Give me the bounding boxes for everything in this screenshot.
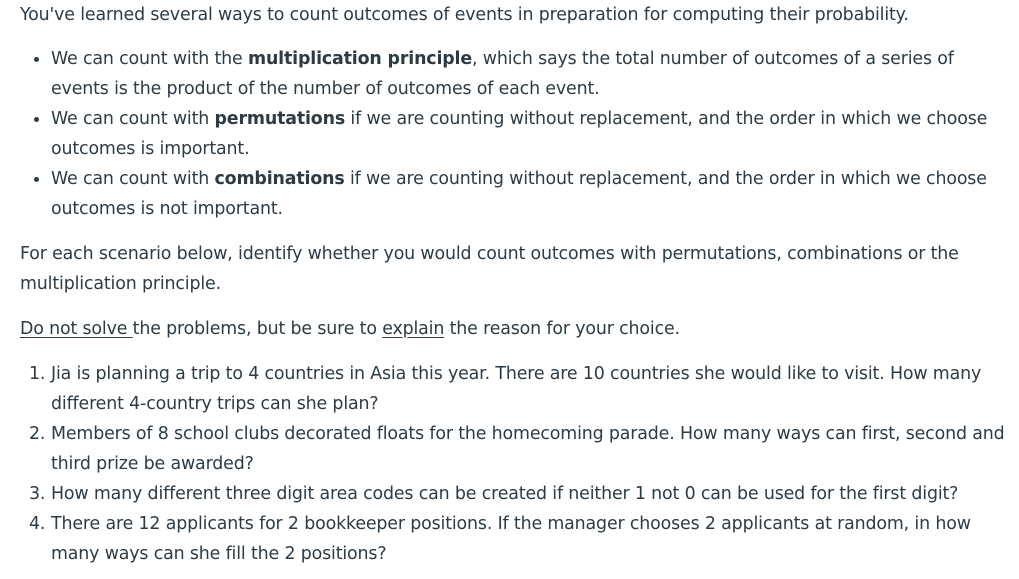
problem-item-3 — [29, 479, 1013, 509]
scenario-paragraph: For each scenario below, identify whether you would count outcomes with permutations, combinations or the multiplication principle. — [20, 244, 959, 294]
term-multiplication-principle: multiplication principle — [247, 49, 473, 69]
problem-text: There are 12 applicants for 2 bookkeeper positions. If the manager chooses 2 applicants at random, in how many ways can she fill the 2 positions? — [51, 514, 971, 564]
bullet-text-pre: We can count with the — [51, 49, 248, 69]
bullet-text-post: , which says the total number of outcomes of a series of events is the product of the number of outcomes of each event. — [51, 49, 954, 99]
do-not-solve-underlined: Do not solve — [20, 319, 133, 339]
bullet-text-pre: We can count with — [51, 169, 215, 189]
list-item-permutations — [51, 104, 1013, 164]
problem-text: Jia is planning a trip to 4 countries in Asia this year. There are 10 countries she would like to visit. How many different 4-country trips can she plan? — [51, 364, 982, 414]
list-item-multiplication-principle — [51, 44, 1013, 104]
bullet-text-pre: We can count with — [51, 109, 215, 129]
instruction-paragraph — [20, 314, 1013, 344]
problem-number: 3. — [29, 484, 46, 504]
problem-text: Members of 8 school clubs decorated floats for the homecoming parade. How many ways can first, second and third prize be awarded? — [51, 424, 1005, 474]
instruction-text-1: the problems, but be sure to — [132, 319, 383, 339]
problem-number: 2. — [29, 424, 46, 444]
problem-item-4 — [29, 509, 1013, 569]
problem-number: 1. — [29, 364, 46, 384]
problem-item-1 — [29, 359, 1013, 419]
explain-underlined: explain — [382, 319, 445, 339]
bullet-text-post: if we are counting without replacement, and the order in which we choose outcomes is important. — [51, 109, 988, 159]
problems-list — [20, 359, 1013, 569]
problem-number: 4. — [29, 514, 46, 534]
term-permutations: permutations — [214, 109, 346, 129]
problem-item-2 — [29, 419, 1013, 479]
intro-paragraph: You've learned several ways to count outcomes of events in preparation for computing their probability. — [20, 5, 909, 25]
bullet-text-post: if we are counting without replacement, and the order in which we choose outcomes is not important. — [51, 169, 987, 219]
list-item-combinations — [51, 164, 1013, 224]
instruction-text-2: the reason for your choice. — [444, 319, 680, 339]
counting-methods-list — [20, 44, 1013, 224]
problem-text: How many different three digit area codes can be created if neither 1 not 0 can be used for the first digit? — [51, 484, 959, 504]
term-combinations: combinations — [214, 169, 345, 189]
